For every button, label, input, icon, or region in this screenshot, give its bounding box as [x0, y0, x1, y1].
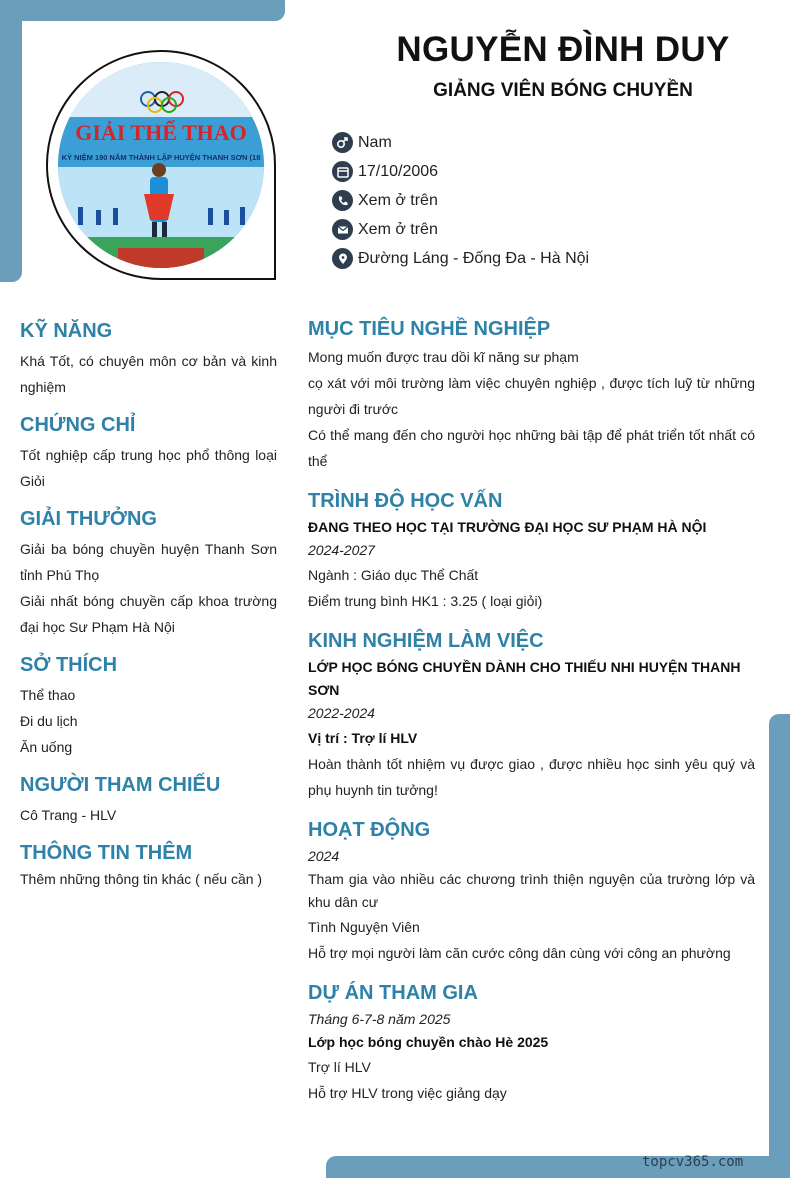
- objective-line: Có thể mang đến cho người học những bài tập để phát triển tốt nhất có thể: [308, 427, 755, 469]
- hobby-item: Đi du lịch: [20, 713, 78, 729]
- job-title: GIẢNG VIÊN BÓNG CHUYỀN: [433, 80, 693, 101]
- experience-org: LỚP HỌC BÓNG CHUYỀN DÀNH CHO THIẾU NHI HUYỆN THANH SƠN: [308, 659, 741, 698]
- watermark: topcv365.com: [642, 1154, 744, 1170]
- experience-period: 2022-2024: [308, 705, 375, 721]
- certificates-title: CHỨNG CHỈ: [20, 414, 136, 436]
- more-info-title: THÔNG TIN THÊM: [20, 842, 193, 864]
- awards-title: GIẢI THƯỞNG: [20, 508, 157, 530]
- profile-photo: [58, 62, 264, 268]
- projects-name: Lớp học bóng chuyền chào Hè 2025: [308, 1034, 549, 1050]
- education-major: Ngành : Giáo dục Thể Chất: [308, 567, 479, 583]
- experience-position: Vị trí : Trợ lí HLV: [308, 730, 418, 746]
- projects-role: Trợ lí HLV: [308, 1059, 371, 1075]
- education-section: [308, 486, 755, 614]
- birthday-value: 17/10/2006: [358, 162, 439, 180]
- decor-bar-left: [0, 0, 22, 282]
- education-gpa: Điểm trung bình HK1 : 3.25 ( loại giỏi): [308, 593, 543, 609]
- projects-period: Tháng 6-7-8 năm 2025: [308, 1011, 451, 1027]
- calendar-icon: [332, 161, 353, 182]
- phone-icon: [332, 190, 353, 211]
- hobby-item: Ăn uống: [20, 739, 73, 755]
- decor-bar-right: [769, 714, 790, 1178]
- objective-line: cọ xát với môi trường làm việc chuyên nghiệp , được tích luỹ từ những người đi trước: [308, 375, 755, 417]
- location-pin-icon: [332, 248, 353, 269]
- decor-bar-top: [0, 0, 285, 21]
- certificates-text: Tốt nghiệp cấp trung học phổ thông loại Giỏi: [20, 447, 277, 489]
- projects-section: [308, 978, 755, 1106]
- activities-role: Tình Nguyện Viên: [308, 919, 420, 935]
- objective-title: MỤC TIÊU NGHỀ NGHIỆP: [308, 318, 551, 340]
- contact-address: [332, 244, 589, 273]
- phone-value[interactable]: Xem ở trên: [358, 191, 438, 209]
- address-value: Đường Láng - Đống Đa - Hà Nội: [358, 249, 590, 267]
- email-value[interactable]: Xem ở trên: [358, 220, 438, 238]
- education-title: TRÌNH ĐỘ HỌC VẤN: [308, 490, 503, 512]
- contact-gender: [332, 128, 589, 157]
- skills-text: Khá Tốt, có chuyên môn cơ bản và kinh nghiệm: [20, 353, 277, 395]
- right-column: [308, 314, 755, 1118]
- awards-section: [20, 504, 277, 640]
- photo-banner-sub: KỶ NIỆM 190 NĂM THÀNH LẬP HUYỆN THANH SƠN (18: [61, 153, 261, 162]
- more-info-text: Thêm những thông tin khác ( nếu cần ): [20, 871, 263, 887]
- hobby-item: Thể thao: [20, 687, 76, 703]
- photo-banner-title: GIẢI THỂ THAO: [75, 120, 247, 145]
- contact-list: [332, 128, 589, 273]
- activities-desc: Tham gia vào nhiều các chương trình thiện nguyện của trường lớp và khu dân cư: [308, 871, 755, 910]
- left-column: [20, 316, 277, 901]
- activities-period: 2024: [308, 848, 340, 864]
- activities-detail: Hỗ trợ mọi người làm căn cước công dân cùng với công an phường: [308, 945, 731, 961]
- references-section: [20, 770, 277, 828]
- award-item: Giải ba bóng chuyền huyện Thanh Sơn tỉnh Phú Thọ: [20, 541, 277, 583]
- contact-birthday: [332, 157, 589, 186]
- education-period: 2024-2027: [308, 542, 375, 558]
- objective-line: Mong muốn được trau dồi kĩ năng sư phạm: [308, 349, 579, 365]
- references-title: NGƯỜI THAM CHIẾU: [20, 774, 221, 796]
- contact-phone: [332, 186, 589, 215]
- experience-desc: Hoàn thành tốt nhiệm vụ được giao , được nhiều học sinh yêu quý và phụ huynh tin tưởng!: [308, 756, 755, 798]
- education-school: ĐANG THEO HỌC TẠI TRƯỜNG ĐẠI HỌC SƯ PHẠM HÀ NỘI: [308, 519, 707, 535]
- activities-section: [308, 815, 755, 966]
- experience-section: [308, 626, 755, 803]
- activities-title: HOẠT ĐỘNG: [308, 819, 431, 841]
- candidate-name: NGUYỄN ĐÌNH DUY: [396, 30, 730, 69]
- certificates-section: [20, 410, 277, 494]
- gender-value: Nam: [358, 133, 392, 151]
- award-item: Giải nhất bóng chuyền cấp khoa trường đại học Sư Phạm Hà Nội: [20, 593, 277, 635]
- experience-title: KINH NGHIỆM LÀM VIỆC: [308, 630, 544, 652]
- skills-section: [20, 316, 277, 400]
- email-icon: [332, 219, 353, 240]
- gender-icon: [332, 132, 353, 153]
- objective-section: [308, 314, 755, 474]
- hobbies-section: [20, 650, 277, 760]
- hobbies-title: SỞ THÍCH: [20, 654, 118, 676]
- contact-email: [332, 215, 589, 244]
- references-text: Cô Trang - HLV: [20, 807, 117, 823]
- more-info-section: [20, 838, 277, 891]
- projects-title: DỰ ÁN THAM GIA: [308, 982, 478, 1004]
- projects-desc: Hỗ trợ HLV trong việc giảng dạy: [308, 1085, 507, 1101]
- skills-title: KỸ NĂNG: [20, 320, 113, 342]
